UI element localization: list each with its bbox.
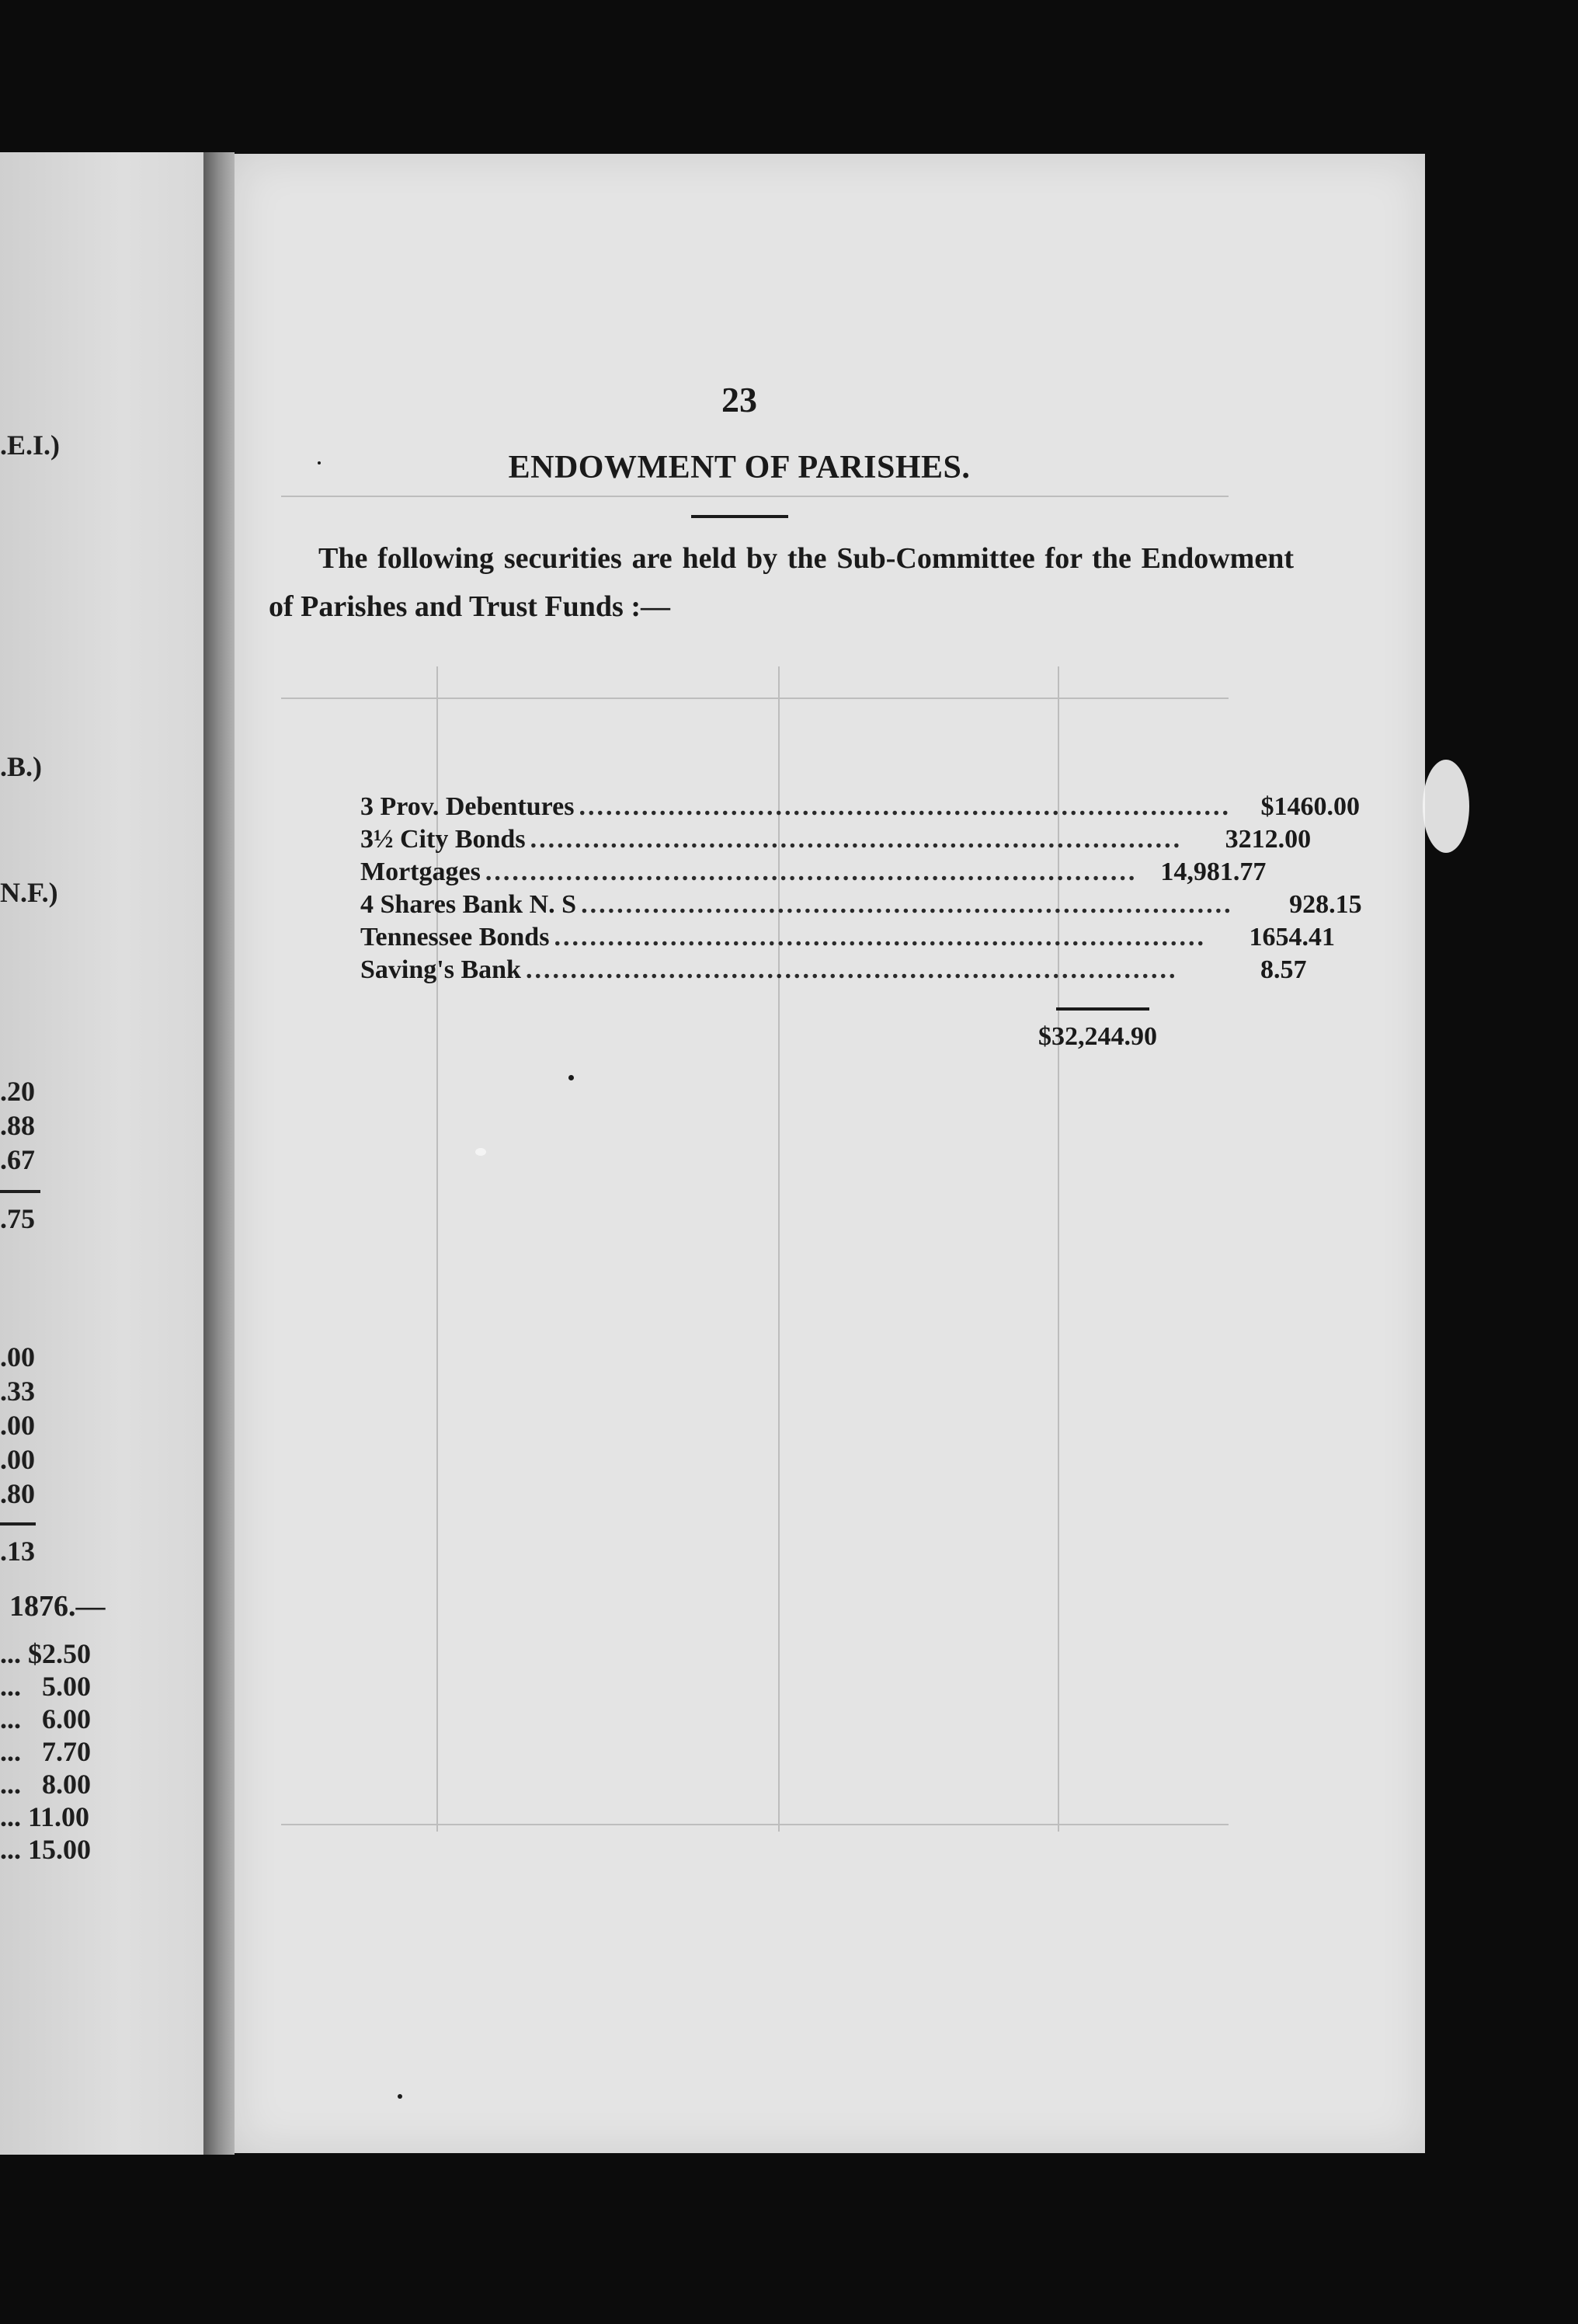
security-amount: 3212.00 (1225, 825, 1312, 854)
left-price-row: ... 6.00 (0, 1703, 91, 1734)
security-description: Mortgages (360, 858, 481, 886)
intro-paragraph: The following securities are held by the Sub-Committee for the Endowment of Parishes and Trust Funds :— (269, 542, 1294, 623)
scan-speck (1423, 760, 1469, 853)
left-sum-rule-2 (0, 1522, 36, 1526)
security-row (360, 858, 1267, 890)
left-fragment-cb: .B.) (0, 751, 42, 782)
dot-leader: ......................................................................... (485, 858, 1138, 886)
security-row (360, 825, 1312, 858)
page-title: ENDOWMENT OF PARISHES. (508, 450, 971, 485)
securities-total: $32,244.90 (1038, 1022, 1157, 1051)
security-amount: 1654.41 (1249, 923, 1335, 952)
scan-speck (475, 1148, 486, 1156)
left-price-row: ... 5.00 (0, 1671, 91, 1702)
left-fragment-nf: N.F.) (0, 877, 58, 908)
scan-speck (398, 2094, 402, 2099)
security-description: 4 Shares Bank N. S (360, 890, 577, 919)
left-value-3: .67 (0, 1144, 35, 1175)
total-rule (1056, 1007, 1149, 1011)
left-price-row: ... 15.00 (0, 1834, 91, 1865)
security-description: 3½ City Bonds (360, 825, 526, 854)
security-description: 3 Prov. Debentures (360, 792, 575, 821)
dot-leader: ......................................................................... (554, 923, 1206, 952)
left-year-heading: 1876.— (9, 1590, 106, 1623)
security-amount: 8.57 (1260, 955, 1307, 984)
security-description: Saving's Bank (360, 955, 521, 984)
security-amount: 928.15 (1289, 890, 1362, 919)
dot-leader: ......................................................................... (581, 890, 1233, 919)
left-value-9: .80 (0, 1478, 35, 1509)
book-spine-shadow (203, 152, 235, 2155)
left-sum-rule (0, 1190, 40, 1193)
left-value-5: .00 (0, 1341, 35, 1372)
dot-leader: ......................................................................... (530, 825, 1183, 854)
title-underline (691, 515, 788, 518)
left-value-10: .13 (0, 1536, 35, 1567)
security-row (360, 890, 1362, 923)
left-value-6: .33 (0, 1376, 35, 1407)
scan-speck (568, 1075, 574, 1080)
left-value-2: .88 (0, 1110, 35, 1141)
left-fragment-pei: .E.I.) (0, 430, 61, 461)
left-value-8: .00 (0, 1444, 35, 1475)
security-amount: 14,981.77 (1160, 858, 1267, 886)
page-number: 23 (721, 380, 757, 419)
dot-leader: ......................................................................... (525, 955, 1178, 984)
document-page (235, 154, 1425, 2153)
left-price-row: ... 8.00 (0, 1769, 91, 1800)
security-description: Tennessee Bonds (360, 923, 550, 952)
left-value-4: .75 (0, 1203, 35, 1234)
left-value-7: .00 (0, 1410, 35, 1441)
left-price-row: ... 11.00 (0, 1801, 90, 1832)
previous-page-fragment (0, 152, 203, 2155)
security-row (360, 955, 1307, 988)
security-row (360, 923, 1335, 955)
security-amount: $1460.00 (1260, 792, 1360, 821)
scan-speck (318, 461, 321, 464)
dot-leader: ......................................................................... (579, 792, 1231, 821)
left-price-row: ... $2.50 (0, 1638, 91, 1669)
security-row (360, 792, 1360, 825)
left-price-row: ... 7.70 (0, 1736, 91, 1767)
left-value-1: .20 (0, 1076, 35, 1107)
